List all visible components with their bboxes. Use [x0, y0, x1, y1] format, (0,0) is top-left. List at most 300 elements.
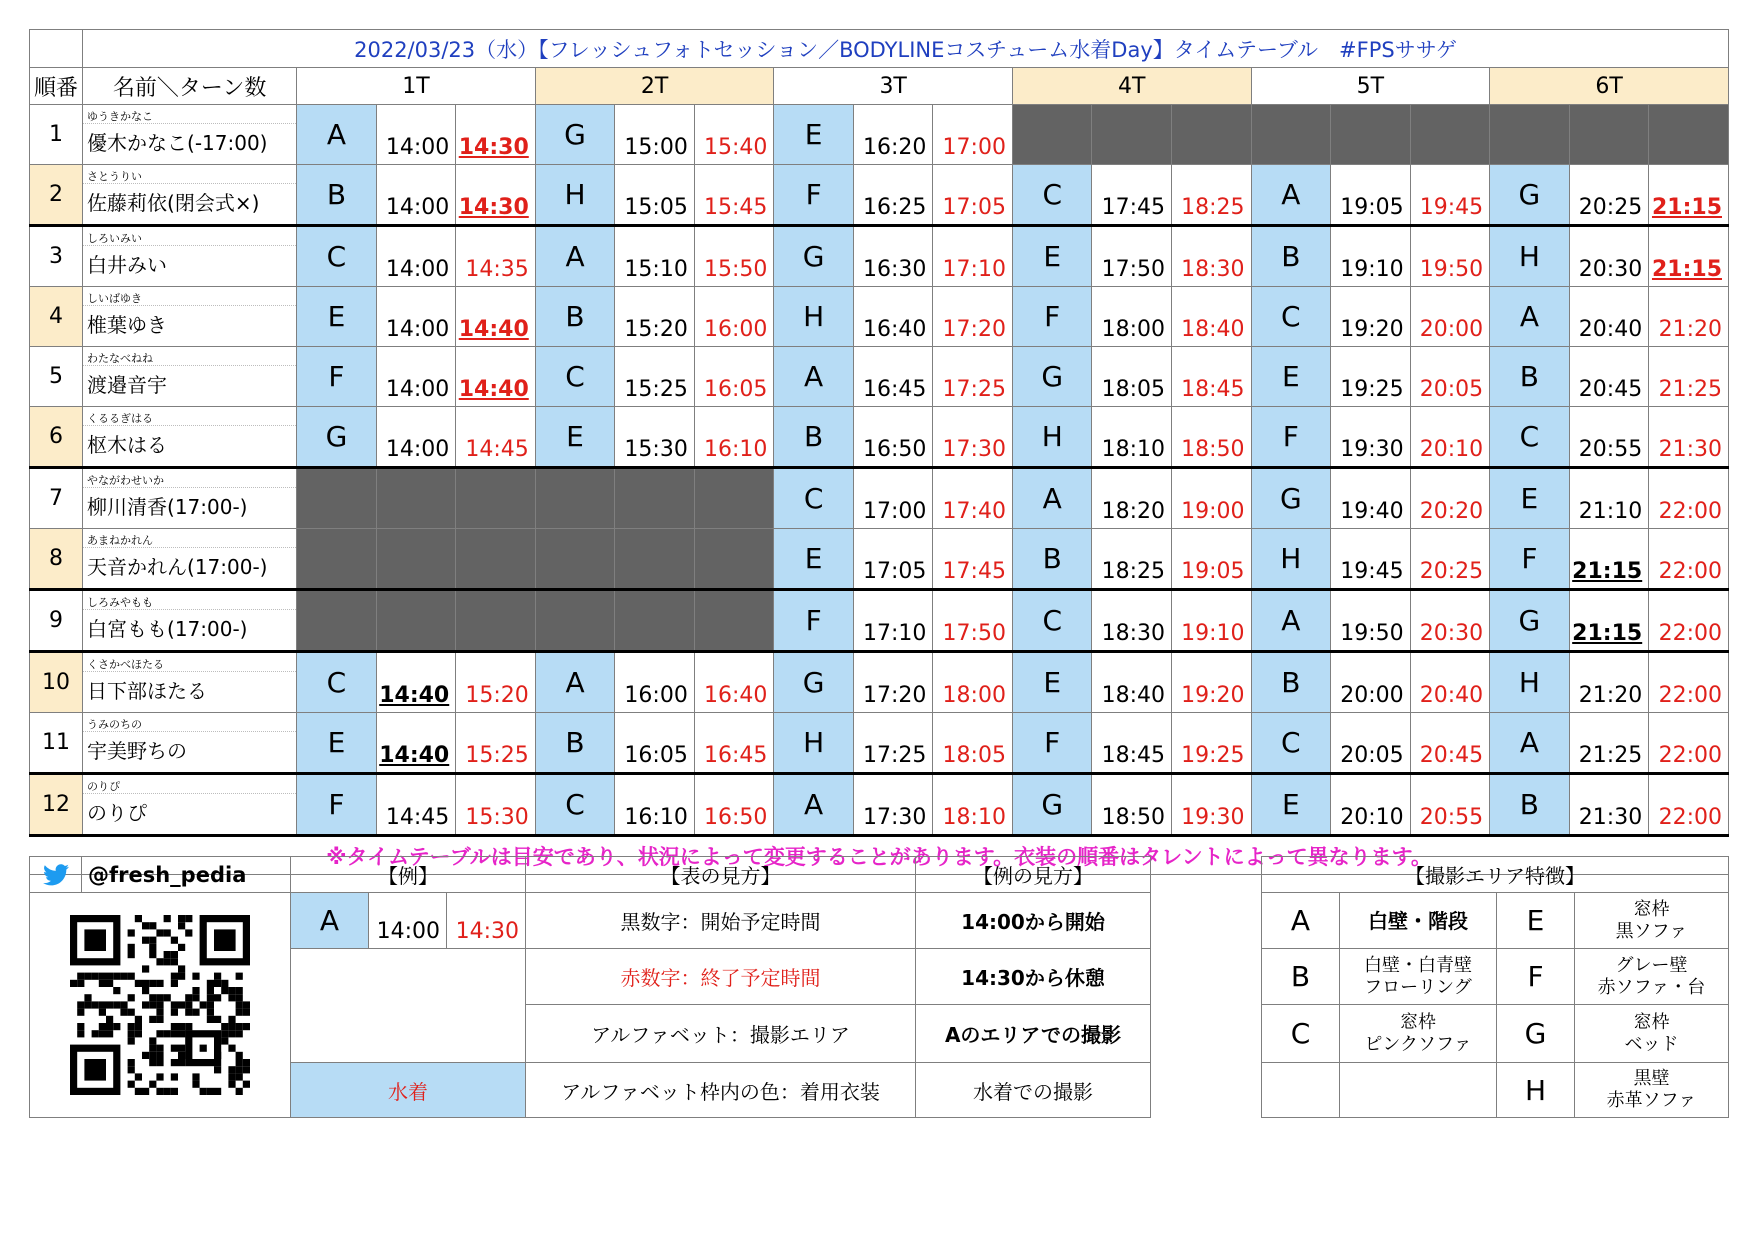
- legend-area: [29, 856, 1729, 1118]
- area-letter: H: [774, 713, 854, 774]
- talent-name-cell: [83, 165, 297, 226]
- talent-furigana: くるるぎはる: [83, 412, 296, 426]
- area-letter: H: [535, 165, 615, 226]
- talent-name: のりぴ: [87, 800, 148, 825]
- end-time: 18:00: [933, 652, 1013, 713]
- start-time: 21:25: [1569, 713, 1649, 774]
- end-time: 22:00: [1649, 590, 1729, 652]
- end-time: 19:05: [1172, 529, 1252, 590]
- end-time: 16:45: [694, 713, 774, 774]
- end-time: 21:30: [1649, 407, 1729, 468]
- area-letter: H: [1012, 407, 1092, 468]
- table-row: [30, 105, 1729, 165]
- talent-furigana: さとうりい: [83, 170, 296, 184]
- area-letter: A: [774, 774, 854, 836]
- end-time: 16:40: [694, 652, 774, 713]
- end-time: 20:20: [1410, 468, 1490, 529]
- talent-name: 柳川清香(17:00-): [87, 494, 248, 519]
- talent-name-cell: [83, 105, 297, 165]
- area-letter: F: [1251, 407, 1331, 468]
- end-time: 14:45: [456, 407, 536, 468]
- end-time: 14:30: [456, 105, 536, 165]
- talent-furigana: しろいみい: [83, 232, 296, 246]
- qr-code-icon[interactable]: [70, 915, 250, 1095]
- end-time: 21:15: [1649, 165, 1729, 226]
- blocked-cell: [297, 529, 377, 590]
- area-letter: B: [1490, 347, 1570, 407]
- row-number: 9: [30, 590, 83, 652]
- talent-name-cell: [83, 774, 297, 836]
- area-letter: C: [535, 347, 615, 407]
- start-time: 19:25: [1331, 347, 1411, 407]
- twitter-bird-icon: [43, 864, 69, 886]
- start-time: 18:00: [1092, 287, 1172, 347]
- end-time: 22:00: [1649, 652, 1729, 713]
- area-letter: E: [297, 713, 377, 774]
- end-time: 19:50: [1410, 226, 1490, 287]
- start-time: 20:05: [1331, 713, 1411, 774]
- end-time: 17:30: [933, 407, 1013, 468]
- area-letter: C: [297, 652, 377, 713]
- turn-header: 2T: [535, 68, 774, 105]
- end-time: 21:25: [1649, 347, 1729, 407]
- talent-name-cell: [83, 347, 297, 407]
- area-letter: B: [1012, 529, 1092, 590]
- start-time: 15:20: [615, 287, 695, 347]
- start-time: 21:10: [1569, 468, 1649, 529]
- area-letter: G: [1012, 347, 1092, 407]
- area-letter: C: [297, 226, 377, 287]
- end-time: 16:50: [694, 774, 774, 836]
- talent-name-cell: [83, 713, 297, 774]
- areas-header: 【撮影エリア特徴】: [1261, 856, 1729, 893]
- read-end: 14:30から休憩: [915, 948, 1151, 1005]
- start-time: 18:30: [1092, 590, 1172, 652]
- area-key: A: [1261, 892, 1340, 949]
- example-read-header: 【例の見方】: [915, 856, 1151, 893]
- end-time: 20:25: [1410, 529, 1490, 590]
- area-letter: C: [1251, 713, 1331, 774]
- end-time: 18:40: [1172, 287, 1252, 347]
- area-key: [1261, 1062, 1340, 1118]
- area-description: 白壁・階段: [1339, 892, 1497, 949]
- start-time: 16:00: [615, 652, 695, 713]
- start-time: 14:40: [376, 652, 456, 713]
- start-time: 19:30: [1331, 407, 1411, 468]
- start-time: 18:20: [1092, 468, 1172, 529]
- start-time: 14:00: [376, 287, 456, 347]
- blocked-cell: [376, 529, 456, 590]
- area-letter: B: [535, 713, 615, 774]
- end-time: 15:40: [694, 105, 774, 165]
- end-time: 21:15: [1649, 226, 1729, 287]
- area-letter: E: [297, 287, 377, 347]
- blocked-cell: [1649, 105, 1729, 165]
- row-number: 2: [30, 165, 83, 226]
- end-time: 18:50: [1172, 407, 1252, 468]
- end-time: 18:45: [1172, 347, 1252, 407]
- start-time: 19:05: [1331, 165, 1411, 226]
- area-letter: E: [774, 105, 854, 165]
- howto-alphabet: アルファベット：撮影エリア: [525, 1004, 916, 1063]
- end-time: 19:30: [1172, 774, 1252, 836]
- howto-start: 黒数字：開始予定時間: [525, 892, 916, 949]
- area-letter: C: [535, 774, 615, 836]
- area-letter: G: [1490, 165, 1570, 226]
- table-row: [30, 590, 1729, 652]
- area-key: H: [1496, 1062, 1575, 1118]
- area-letter: A: [774, 347, 854, 407]
- area-letter: E: [1490, 468, 1570, 529]
- start-time: 16:45: [853, 347, 933, 407]
- end-time: 20:45: [1410, 713, 1490, 774]
- table-row: [30, 226, 1729, 287]
- start-time: 18:10: [1092, 407, 1172, 468]
- end-time: 22:00: [1649, 529, 1729, 590]
- talent-furigana: くさかべほたる: [83, 658, 296, 672]
- area-key: E: [1496, 892, 1575, 949]
- area-letter: F: [1012, 713, 1092, 774]
- area-letter: B: [1490, 774, 1570, 836]
- end-time: 14:40: [456, 347, 536, 407]
- area-key: G: [1496, 1004, 1575, 1063]
- area-description: [1339, 1062, 1497, 1118]
- blocked-cell: [1490, 105, 1570, 165]
- talent-furigana: しいばゆき: [83, 292, 296, 306]
- area-key: C: [1261, 1004, 1340, 1063]
- end-time: 15:25: [456, 713, 536, 774]
- end-time: 14:30: [456, 165, 536, 226]
- turn-header: 5T: [1251, 68, 1490, 105]
- area-letter: A: [1251, 165, 1331, 226]
- area-letter: E: [535, 407, 615, 468]
- read-area: Aのエリアでの撮影: [915, 1004, 1151, 1063]
- end-time: 17:50: [933, 590, 1013, 652]
- start-time: 17:50: [1092, 226, 1172, 287]
- end-time: 18:05: [933, 713, 1013, 774]
- end-time: 20:00: [1410, 287, 1490, 347]
- area-key: B: [1261, 948, 1340, 1005]
- howto-header: 【表の見方】: [525, 856, 916, 893]
- turn-header: 4T: [1012, 68, 1251, 105]
- start-time: 18:50: [1092, 774, 1172, 836]
- area-letter: F: [774, 165, 854, 226]
- area-letter: G: [774, 226, 854, 287]
- area-letter: E: [1251, 774, 1331, 836]
- end-time: 16:00: [694, 287, 774, 347]
- example-area-letter: A: [290, 892, 369, 949]
- area-letter: E: [1012, 226, 1092, 287]
- talent-name: 白宮もも(17:00-): [87, 616, 248, 641]
- blocked-cell: [1012, 105, 1092, 165]
- start-time: 17:20: [853, 652, 933, 713]
- table-row: [30, 287, 1729, 347]
- start-time: 16:40: [853, 287, 933, 347]
- end-time: 19:00: [1172, 468, 1252, 529]
- blocked-cell: [1251, 105, 1331, 165]
- start-time: 14:40: [376, 713, 456, 774]
- timetable-sheet: [29, 29, 1729, 875]
- end-time: 15:45: [694, 165, 774, 226]
- row-number: 4: [30, 287, 83, 347]
- area-letter: B: [297, 165, 377, 226]
- area-letter: F: [774, 590, 854, 652]
- start-time: 20:25: [1569, 165, 1649, 226]
- turn-header: 3T: [774, 68, 1013, 105]
- talent-name: 渡邉音宇: [87, 372, 168, 397]
- blocked-cell: [535, 468, 615, 529]
- talent-name: 宇美野ちの: [87, 738, 188, 763]
- blocked-cell: [456, 529, 536, 590]
- area-letter: A: [535, 652, 615, 713]
- table-row: [30, 407, 1729, 468]
- blocked-cell: [376, 590, 456, 652]
- start-time: 20:00: [1331, 652, 1411, 713]
- blocked-cell: [1410, 105, 1490, 165]
- end-time: 16:05: [694, 347, 774, 407]
- talent-name-cell: [83, 590, 297, 652]
- read-start: 14:00から開始: [915, 892, 1151, 949]
- row-number: 7: [30, 468, 83, 529]
- page-title: 2022/03/23（水）【フレッシュフォトセッション／BODYLINEコスチューム水着Day】タイムテーブル #FPSササゲ: [83, 30, 1729, 68]
- end-time: 18:10: [933, 774, 1013, 836]
- start-time: 19:40: [1331, 468, 1411, 529]
- end-time: 17:45: [933, 529, 1013, 590]
- row-number: 8: [30, 529, 83, 590]
- area-letter: G: [1490, 590, 1570, 652]
- area-letter: A: [297, 105, 377, 165]
- area-key: F: [1496, 948, 1575, 1005]
- area-letter: E: [1012, 652, 1092, 713]
- area-letter: A: [1490, 713, 1570, 774]
- start-time: 17:05: [853, 529, 933, 590]
- start-time: 18:25: [1092, 529, 1172, 590]
- area-letter: G: [1012, 774, 1092, 836]
- order-header: 順番: [30, 68, 83, 105]
- row-number: 1: [30, 105, 83, 165]
- blocked-cell: [615, 529, 695, 590]
- start-time: 14:00: [376, 105, 456, 165]
- swimsuit-example: 水着: [290, 1062, 526, 1118]
- start-time: 18:45: [1092, 713, 1172, 774]
- twitter-handle[interactable]: @fresh_pedia: [81, 856, 291, 893]
- blocked-cell: [694, 529, 774, 590]
- end-time: 15:20: [456, 652, 536, 713]
- start-time: 14:00: [376, 165, 456, 226]
- start-time: 19:45: [1331, 529, 1411, 590]
- start-time: 20:40: [1569, 287, 1649, 347]
- start-time: 14:00: [376, 347, 456, 407]
- start-time: 18:05: [1092, 347, 1172, 407]
- end-time: 17:40: [933, 468, 1013, 529]
- talent-furigana: のりぴ: [83, 780, 296, 794]
- area-letter: E: [774, 529, 854, 590]
- area-letter: C: [1012, 165, 1092, 226]
- blocked-cell: [376, 468, 456, 529]
- talent-name: 佐藤莉依(閉会式×): [87, 190, 260, 215]
- talent-name: 日下部ほたる: [87, 678, 208, 703]
- example-start-time: 14:00: [368, 892, 447, 949]
- blocked-cell: [297, 590, 377, 652]
- area-letter: G: [774, 652, 854, 713]
- talent-furigana: あまねかれん: [83, 534, 296, 548]
- start-time: 17:25: [853, 713, 933, 774]
- start-time: 20:55: [1569, 407, 1649, 468]
- end-time: 19:20: [1172, 652, 1252, 713]
- area-letter: H: [1251, 529, 1331, 590]
- end-time: 20:05: [1410, 347, 1490, 407]
- start-time: 15:05: [615, 165, 695, 226]
- area-letter: F: [297, 774, 377, 836]
- table-row: [30, 468, 1729, 529]
- area-letter: A: [535, 226, 615, 287]
- start-time: 16:50: [853, 407, 933, 468]
- area-description: 黒壁 赤革ソファ: [1574, 1062, 1729, 1118]
- row-number: 11: [30, 713, 83, 774]
- talent-furigana: しろみやもも: [83, 596, 296, 610]
- example-blank: [290, 948, 526, 1063]
- talent-name-cell: [83, 407, 297, 468]
- blocked-cell: [615, 468, 695, 529]
- start-time: 19:10: [1331, 226, 1411, 287]
- talent-furigana: うみのちの: [83, 718, 296, 732]
- timetable: [29, 29, 1729, 875]
- area-letter: H: [774, 287, 854, 347]
- end-time: 17:20: [933, 287, 1013, 347]
- row-number: 6: [30, 407, 83, 468]
- end-time: 18:30: [1172, 226, 1252, 287]
- end-time: 19:25: [1172, 713, 1252, 774]
- area-letter: G: [535, 105, 615, 165]
- end-time: 17:00: [933, 105, 1013, 165]
- talent-name: 椎葉ゆき: [87, 312, 168, 337]
- area-description: 窓枠 黒ソファ: [1574, 892, 1729, 949]
- area-letter: E: [1251, 347, 1331, 407]
- area-description: 白壁・白青壁 フローリング: [1339, 948, 1497, 1005]
- end-time: 18:25: [1172, 165, 1252, 226]
- area-letter: F: [1012, 287, 1092, 347]
- start-time: 16:05: [615, 713, 695, 774]
- area-letter: A: [1251, 590, 1331, 652]
- start-time: 14:00: [376, 226, 456, 287]
- start-time: 14:00: [376, 407, 456, 468]
- blocked-cell: [1331, 105, 1411, 165]
- table-row: [30, 529, 1729, 590]
- start-time: 21:15: [1569, 529, 1649, 590]
- start-time: 19:50: [1331, 590, 1411, 652]
- end-time: 17:05: [933, 165, 1013, 226]
- area-letter: A: [1012, 468, 1092, 529]
- area-letter: B: [1251, 652, 1331, 713]
- start-time: 21:30: [1569, 774, 1649, 836]
- name-turn-header: 名前＼ターン数: [83, 68, 297, 105]
- start-time: 20:10: [1331, 774, 1411, 836]
- talent-name-cell: [83, 468, 297, 529]
- start-time: 21:20: [1569, 652, 1649, 713]
- start-time: 16:30: [853, 226, 933, 287]
- talent-name-cell: [83, 529, 297, 590]
- area-description: グレー壁 赤ソファ・台: [1574, 948, 1729, 1005]
- start-time: 16:10: [615, 774, 695, 836]
- area-letter: A: [1490, 287, 1570, 347]
- end-time: 20:55: [1410, 774, 1490, 836]
- start-time: 15:30: [615, 407, 695, 468]
- row-number: 5: [30, 347, 83, 407]
- blocked-cell: [694, 590, 774, 652]
- talent-furigana: やながわせいか: [83, 474, 296, 488]
- table-row: [30, 652, 1729, 713]
- start-time: 19:20: [1331, 287, 1411, 347]
- talent-name: 天音かれん(17:00-): [87, 554, 268, 579]
- end-time: 14:35: [456, 226, 536, 287]
- example-end-time: 14:30: [446, 892, 526, 949]
- twitter-icon-cell: [29, 856, 82, 893]
- talent-name-cell: [83, 226, 297, 287]
- end-time: 15:30: [456, 774, 536, 836]
- area-letter: B: [774, 407, 854, 468]
- start-time: 20:45: [1569, 347, 1649, 407]
- area-letter: F: [1490, 529, 1570, 590]
- start-time: 15:10: [615, 226, 695, 287]
- area-letter: C: [1012, 590, 1092, 652]
- area-description: 窓枠 ピンクソファ: [1339, 1004, 1497, 1063]
- start-time: 17:10: [853, 590, 933, 652]
- end-time: 19:10: [1172, 590, 1252, 652]
- area-letter: C: [1490, 407, 1570, 468]
- talent-name: 白井みい: [87, 252, 168, 277]
- start-time: 16:25: [853, 165, 933, 226]
- blocked-cell: [535, 590, 615, 652]
- end-time: 21:20: [1649, 287, 1729, 347]
- area-letter: B: [1251, 226, 1331, 287]
- table-row: [30, 165, 1729, 226]
- end-time: 22:00: [1649, 774, 1729, 836]
- turn-header: 1T: [297, 68, 536, 105]
- howto-color: アルファベット枠内の色：着用衣装: [525, 1062, 916, 1118]
- blocked-cell: [615, 590, 695, 652]
- area-letter: G: [297, 407, 377, 468]
- talent-furigana: ゆうきかなこ: [83, 110, 296, 124]
- area-letter: G: [1251, 468, 1331, 529]
- end-time: 15:50: [694, 226, 774, 287]
- end-time: 20:30: [1410, 590, 1490, 652]
- start-time: 16:20: [853, 105, 933, 165]
- row-number: 12: [30, 774, 83, 836]
- blocked-cell: [1172, 105, 1252, 165]
- table-row: [30, 774, 1729, 836]
- start-time: 17:30: [853, 774, 933, 836]
- talent-furigana: わたなべねね: [83, 352, 296, 366]
- disclaimer-note: ※タイムテーブルは目安であり、状況によって変更することがあります。衣装の順番はタレントによって異なります。: [30, 836, 1729, 875]
- blocked-cell: [535, 529, 615, 590]
- end-time: 16:10: [694, 407, 774, 468]
- start-time: 14:45: [376, 774, 456, 836]
- talent-name-cell: [83, 287, 297, 347]
- end-time: 17:25: [933, 347, 1013, 407]
- talent-name: 枢木はる: [87, 432, 168, 457]
- area-letter: F: [297, 347, 377, 407]
- turn-header: 6T: [1490, 68, 1729, 105]
- row-number: 10: [30, 652, 83, 713]
- start-time: 15:00: [615, 105, 695, 165]
- end-time: 14:40: [456, 287, 536, 347]
- area-letter: H: [1490, 226, 1570, 287]
- end-time: 22:00: [1649, 713, 1729, 774]
- area-letter: B: [535, 287, 615, 347]
- howto-end: 赤数字：終了予定時間: [525, 948, 916, 1005]
- end-time: 19:45: [1410, 165, 1490, 226]
- start-time: 21:15: [1569, 590, 1649, 652]
